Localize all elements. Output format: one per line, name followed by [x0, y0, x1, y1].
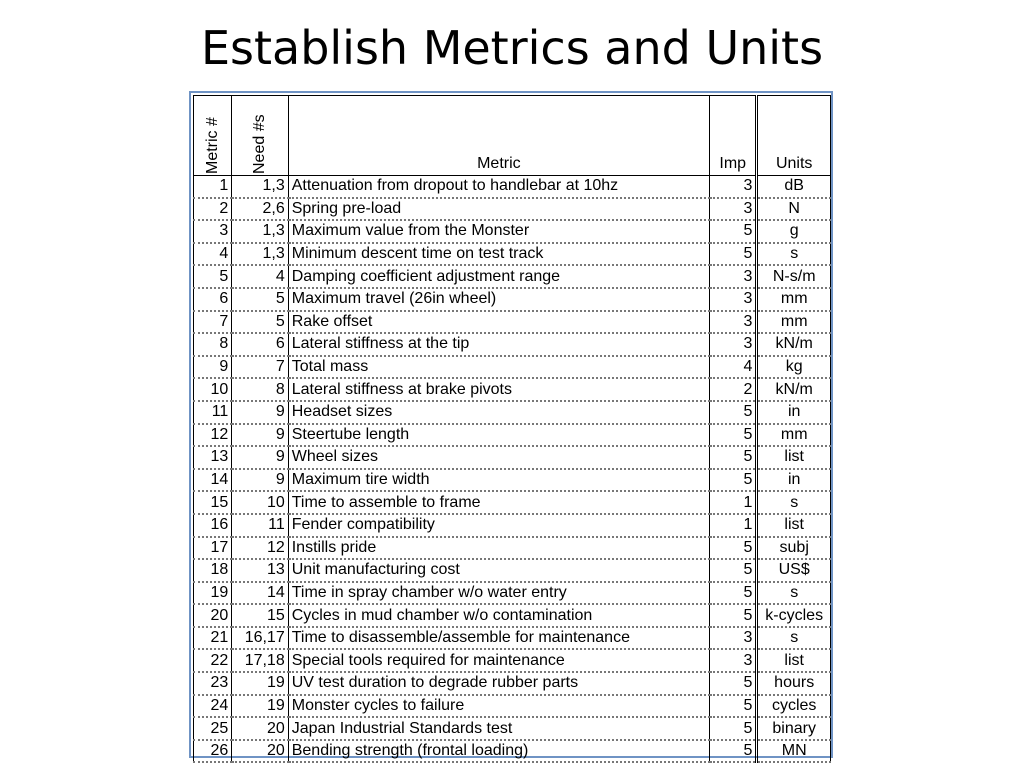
units-cell: mm [757, 288, 831, 311]
metric-description-cell: Damping coefficient adjustment range [288, 265, 709, 288]
table-row [194, 491, 831, 514]
importance-cell: 5 [710, 717, 757, 740]
units-cell: MN [757, 740, 831, 763]
table-row [194, 378, 831, 401]
need-numbers-cell: 8 [232, 378, 288, 401]
units-cell: cycles [757, 695, 831, 718]
need-numbers-cell: 9 [232, 401, 288, 424]
table-row [194, 672, 831, 695]
need-numbers-cell: 5 [232, 311, 288, 334]
table-row [194, 333, 831, 356]
header-metric: Metric [288, 96, 709, 176]
importance-cell: 3 [710, 333, 757, 356]
need-numbers-cell: 9 [232, 424, 288, 447]
header-need-numbers-label: Need #s [251, 114, 269, 174]
importance-cell: 5 [710, 695, 757, 718]
metric-number-cell: 25 [194, 717, 232, 740]
units-cell: N [757, 198, 831, 221]
units-cell: binary [757, 717, 831, 740]
table-row [194, 604, 831, 627]
need-numbers-cell: 2,6 [232, 198, 288, 221]
metric-number-cell: 11 [194, 401, 232, 424]
need-numbers-cell: 14 [232, 582, 288, 605]
slide-title: Establish Metrics and Units [200, 21, 824, 75]
metric-description-cell: Headset sizes [288, 401, 709, 424]
need-numbers-cell: 1,3 [232, 176, 288, 198]
table-row [194, 288, 831, 311]
table-row [194, 514, 831, 537]
metric-description-cell: Monster cycles to failure [288, 695, 709, 718]
importance-cell: 5 [710, 243, 757, 266]
table-row [194, 265, 831, 288]
metric-description-cell: Spring pre-load [288, 198, 709, 221]
need-numbers-cell: 9 [232, 469, 288, 492]
importance-cell: 2 [710, 378, 757, 401]
need-numbers-cell: 13 [232, 559, 288, 582]
metric-description-cell: Rake offset [288, 311, 709, 334]
importance-cell: 5 [710, 604, 757, 627]
metric-number-cell: 20 [194, 604, 232, 627]
metric-description-cell: Time to disassemble/assemble for maintenance [288, 627, 709, 650]
importance-cell: 5 [710, 401, 757, 424]
importance-cell: 5 [710, 220, 757, 243]
metric-number-cell: 4 [194, 243, 232, 266]
metric-description-cell: Attenuation from dropout to handlebar at 10hz [288, 176, 709, 198]
units-cell: hours [757, 672, 831, 695]
table-row [194, 356, 831, 379]
metric-description-cell: Maximum tire width [288, 469, 709, 492]
importance-cell: 3 [710, 198, 757, 221]
metric-description-cell: Unit manufacturing cost [288, 559, 709, 582]
importance-cell: 4 [710, 356, 757, 379]
units-cell: mm [757, 424, 831, 447]
metric-description-cell: Wheel sizes [288, 446, 709, 469]
need-numbers-cell: 19 [232, 695, 288, 718]
need-numbers-cell: 20 [232, 717, 288, 740]
need-numbers-cell: 4 [232, 265, 288, 288]
importance-cell: 5 [710, 469, 757, 492]
header-need-numbers [232, 96, 288, 176]
units-cell: dB [757, 176, 831, 198]
metric-description-cell: Time to assemble to frame [288, 491, 709, 514]
need-numbers-cell: 1,3 [232, 243, 288, 266]
metric-number-cell: 5 [194, 265, 232, 288]
units-cell: g [757, 220, 831, 243]
importance-cell: 1 [710, 491, 757, 514]
units-cell: k-cycles [757, 604, 831, 627]
table-row [194, 537, 831, 560]
metric-description-cell: Time in spray chamber w/o water entry [288, 582, 709, 605]
need-numbers-cell: 16,17 [232, 627, 288, 650]
metric-number-cell: 14 [194, 469, 232, 492]
metric-number-cell: 19 [194, 582, 232, 605]
table-row [194, 220, 831, 243]
importance-cell: 5 [710, 537, 757, 560]
need-numbers-cell: 9 [232, 446, 288, 469]
metric-number-cell: 26 [194, 740, 232, 763]
importance-cell: 3 [710, 176, 757, 198]
metrics-table-frame [189, 91, 833, 758]
table-row [194, 559, 831, 582]
importance-cell: 3 [710, 288, 757, 311]
metric-number-cell: 21 [194, 627, 232, 650]
table-row [194, 401, 831, 424]
metric-number-cell: 16 [194, 514, 232, 537]
metric-number-cell: 8 [194, 333, 232, 356]
header-importance: Imp [710, 96, 757, 176]
metric-number-cell: 3 [194, 220, 232, 243]
units-cell: s [757, 491, 831, 514]
metric-description-cell: Maximum travel (26in wheel) [288, 288, 709, 311]
metric-number-cell: 18 [194, 559, 232, 582]
importance-cell: 1 [710, 514, 757, 537]
need-numbers-cell: 7 [232, 356, 288, 379]
importance-cell: 3 [710, 265, 757, 288]
metric-number-cell: 1 [194, 176, 232, 198]
header-metric-number-label: Metric # [203, 117, 221, 174]
units-cell: kN/m [757, 378, 831, 401]
importance-cell: 3 [710, 627, 757, 650]
header-units: Units [757, 96, 831, 176]
units-cell: N-s/m [757, 265, 831, 288]
importance-cell: 5 [710, 582, 757, 605]
metric-number-cell: 2 [194, 198, 232, 221]
table-row [194, 198, 831, 221]
metric-description-cell: Steertube length [288, 424, 709, 447]
table-row [194, 446, 831, 469]
need-numbers-cell: 5 [232, 288, 288, 311]
metric-description-cell: Fender compatibility [288, 514, 709, 537]
table-row [194, 627, 831, 650]
metrics-table [193, 95, 831, 763]
importance-cell: 5 [710, 424, 757, 447]
units-cell: subj [757, 537, 831, 560]
table-row [194, 695, 831, 718]
metrics-table-body [194, 176, 831, 763]
importance-cell: 5 [710, 672, 757, 695]
need-numbers-cell: 6 [232, 333, 288, 356]
table-row [194, 469, 831, 492]
metric-description-cell: Instills pride [288, 537, 709, 560]
header-row [194, 96, 831, 176]
metric-number-cell: 12 [194, 424, 232, 447]
metric-description-cell: Cycles in mud chamber w/o contamination [288, 604, 709, 627]
metric-number-cell: 10 [194, 378, 232, 401]
importance-cell: 3 [710, 649, 757, 672]
importance-cell: 3 [710, 311, 757, 334]
need-numbers-cell: 17,18 [232, 649, 288, 672]
metric-description-cell: Total mass [288, 356, 709, 379]
table-row [194, 582, 831, 605]
units-cell: in [757, 469, 831, 492]
units-cell: s [757, 243, 831, 266]
units-cell: in [757, 401, 831, 424]
need-numbers-cell: 12 [232, 537, 288, 560]
table-row [194, 424, 831, 447]
metric-description-cell: UV test duration to degrade rubber parts [288, 672, 709, 695]
metric-description-cell: Lateral stiffness at the tip [288, 333, 709, 356]
table-row [194, 649, 831, 672]
metric-description-cell: Special tools required for maintenance [288, 649, 709, 672]
units-cell: mm [757, 311, 831, 334]
units-cell: s [757, 627, 831, 650]
need-numbers-cell: 11 [232, 514, 288, 537]
units-cell: US$ [757, 559, 831, 582]
need-numbers-cell: 1,3 [232, 220, 288, 243]
importance-cell: 5 [710, 446, 757, 469]
table-row [194, 176, 831, 198]
metric-number-cell: 7 [194, 311, 232, 334]
importance-cell: 5 [710, 740, 757, 763]
units-cell: kN/m [757, 333, 831, 356]
metric-description-cell: Lateral stiffness at brake pivots [288, 378, 709, 401]
metric-number-cell: 15 [194, 491, 232, 514]
units-cell: s [757, 582, 831, 605]
metric-number-cell: 9 [194, 356, 232, 379]
metric-description-cell: Bending strength (frontal loading) [288, 740, 709, 763]
need-numbers-cell: 10 [232, 491, 288, 514]
table-row [194, 311, 831, 334]
table-row [194, 740, 831, 763]
metric-number-cell: 17 [194, 537, 232, 560]
metric-description-cell: Minimum descent time on test track [288, 243, 709, 266]
units-cell: list [757, 649, 831, 672]
table-row [194, 243, 831, 266]
table-row [194, 717, 831, 740]
need-numbers-cell: 15 [232, 604, 288, 627]
units-cell: list [757, 446, 831, 469]
metric-description-cell: Japan Industrial Standards test [288, 717, 709, 740]
header-metric-number [194, 96, 232, 176]
need-numbers-cell: 19 [232, 672, 288, 695]
metric-description-cell: Maximum value from the Monster [288, 220, 709, 243]
units-cell: kg [757, 356, 831, 379]
metric-number-cell: 13 [194, 446, 232, 469]
need-numbers-cell: 20 [232, 740, 288, 763]
importance-cell: 5 [710, 559, 757, 582]
metric-number-cell: 22 [194, 649, 232, 672]
metric-number-cell: 23 [194, 672, 232, 695]
metric-number-cell: 6 [194, 288, 232, 311]
units-cell: list [757, 514, 831, 537]
metric-number-cell: 24 [194, 695, 232, 718]
